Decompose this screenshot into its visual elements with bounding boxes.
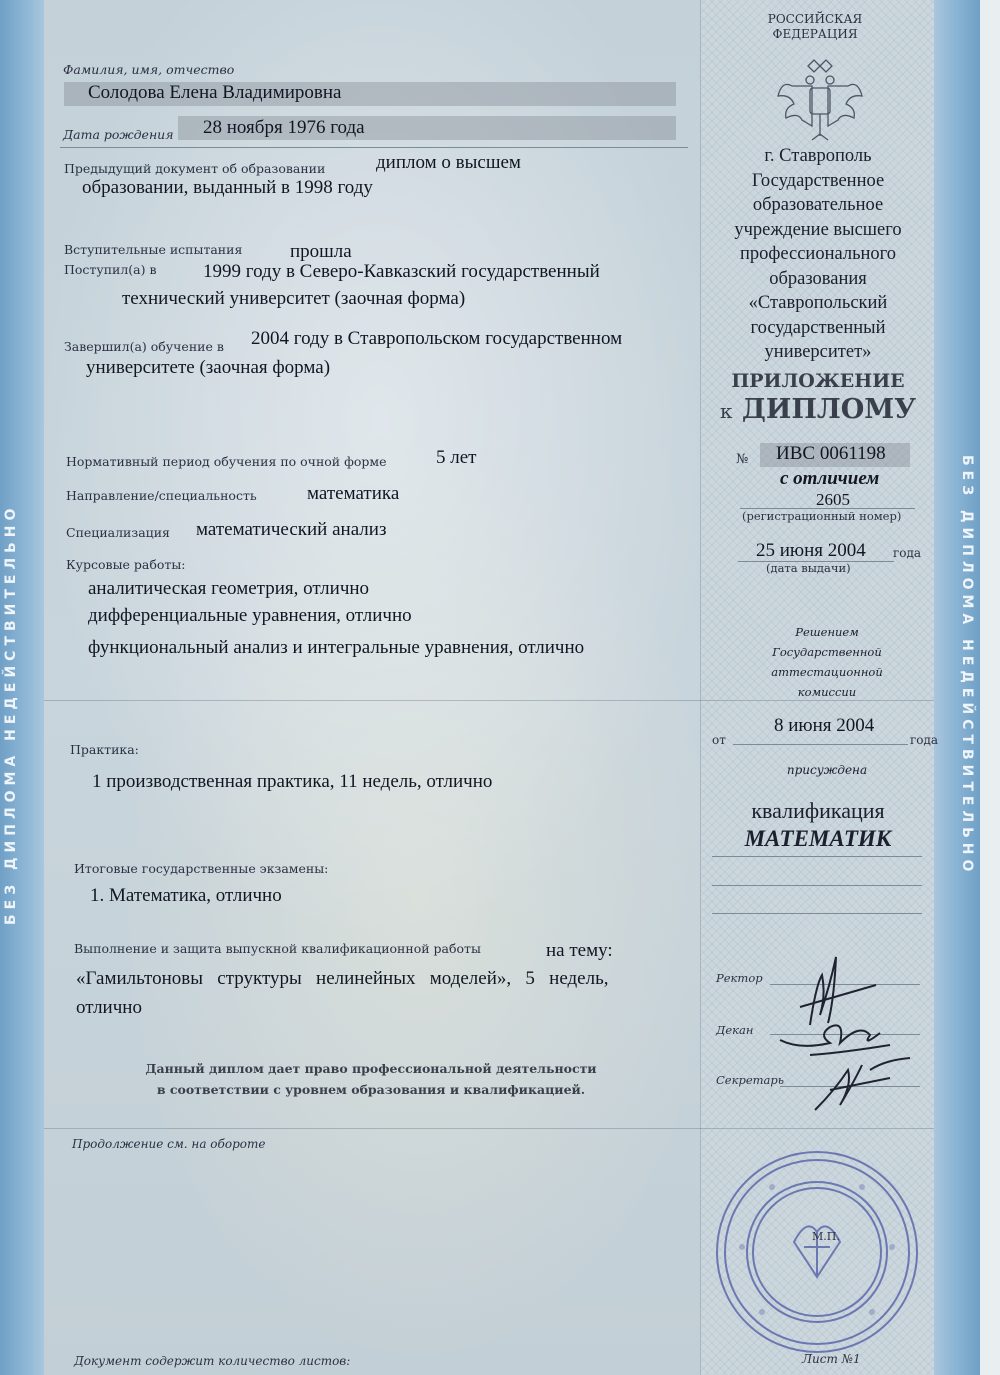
- left-band-text: БЕЗ ДИПЛОМА НЕДЕЙСТВИТЕЛЬНО: [3, 503, 19, 925]
- prev-doc-label: Предыдущий документ об образовании: [64, 161, 326, 176]
- commission-date: 8 июня 2004: [774, 715, 875, 736]
- blank-line: [712, 885, 922, 886]
- exams-label: Итоговые государственные экзамены:: [74, 861, 329, 876]
- direction-label: Направление/специальность: [66, 488, 257, 503]
- name-label: Фамилия, имя, отчество: [63, 62, 235, 77]
- secretary-signature: [800, 1050, 920, 1120]
- commission-line: Государственной: [772, 645, 882, 659]
- institution-line: г. Ставрополь: [764, 146, 872, 166]
- commission-date-line: [733, 744, 908, 745]
- issue-date-caption: (дата выдачи): [766, 561, 851, 575]
- appendix-title-word: ДИПЛОМУ: [741, 394, 917, 425]
- admitted-line1: 1999 году в Северо-Кавказский государственный: [203, 261, 600, 282]
- thesis-line2: отлично: [76, 997, 142, 1018]
- sheets-count-label: Документ содержит количество листов:: [74, 1354, 351, 1368]
- commission-line: Решением: [795, 625, 859, 639]
- seal-mark: М.П.: [812, 1230, 840, 1243]
- fold-line: [44, 1128, 934, 1129]
- institution-line: государственный: [750, 317, 886, 338]
- commission-year-suffix: года: [910, 733, 939, 747]
- entrance-label: Вступительные испытания: [64, 242, 243, 257]
- continued-note: Продолжение см. на обороте: [72, 1137, 266, 1151]
- from-label: от: [712, 733, 726, 747]
- coursework-item: функциональный анализ и интегральные уравнения, отлично: [88, 637, 585, 658]
- qualification-label: квалификация: [751, 798, 885, 823]
- full-name: Солодова Елена Владимировна: [88, 82, 342, 103]
- rights-line: Данный диплом дает право профессиональной деятельности: [145, 1061, 597, 1076]
- coursework-label: Курсовые работы:: [66, 557, 186, 572]
- commission-block: [752, 622, 902, 702]
- period-value: 5 лет: [436, 447, 477, 468]
- honors-text: с отличием: [780, 468, 880, 489]
- dob-label: Дата рождения: [63, 127, 174, 142]
- dean-label: Декан: [716, 1023, 754, 1037]
- thesis-label: Выполнение и защита выпускной квалификационной работы: [74, 941, 481, 956]
- rights-statement: [66, 1058, 676, 1100]
- specialization-label: Специализация: [66, 525, 170, 540]
- coursework-item: аналитическая геометрия, отлично: [88, 578, 370, 599]
- institution-line: Государственное: [751, 170, 885, 191]
- practice-label: Практика:: [70, 742, 139, 757]
- official-seal: [712, 1147, 922, 1357]
- appendix-subtitle: [702, 394, 934, 425]
- diploma-number: ИВС 0061198: [776, 443, 886, 464]
- period-label: Нормативный период обучения по очной форме: [66, 454, 387, 469]
- commission-line: комиссии: [797, 685, 857, 699]
- appendix-prefix: к: [719, 399, 733, 423]
- thesis-topic-prefix: на тему:: [546, 940, 613, 961]
- exams-item: 1. Математика, отлично: [90, 885, 282, 906]
- direction-value: математика: [307, 483, 400, 504]
- paper-edge: [980, 0, 1000, 1375]
- prev-doc-line1: диплом о высшем: [376, 152, 521, 173]
- coursework-item: дифференциальные уравнения, отлично: [88, 605, 412, 626]
- registration-number: 2605: [816, 490, 850, 509]
- completed-label: Завершил(а) обучение в: [64, 339, 224, 354]
- completed-line2: университете (заочная форма): [86, 357, 331, 378]
- admitted-line2: технический университет (заочная форма): [122, 288, 466, 309]
- right-band-text: БЕЗ ДИПЛОМА НЕДЕЙСТВИТЕЛЬНО: [959, 455, 975, 877]
- date-of-birth: 28 ноября 1976 года: [203, 117, 365, 138]
- thesis-line1: «Гамильтоновы структуры нелинейных моделей», 5 недель,: [76, 968, 609, 989]
- secretary-label: Секретарь: [716, 1073, 785, 1087]
- institution-block: [702, 144, 934, 365]
- institution-line: учреждение высшего: [734, 219, 902, 240]
- institution-line: образовательное: [752, 195, 884, 215]
- sheet-number: Лист №1: [802, 1352, 861, 1366]
- rights-line: в соответствии с уровнем образования и квалификацией.: [156, 1082, 586, 1097]
- specialization-value: математический анализ: [196, 519, 387, 540]
- commission-line: аттестационной: [771, 665, 883, 679]
- country-header: РОССИЙСКАЯ ФЕДЕРАЦИЯ: [767, 12, 863, 41]
- registration-caption: (регистрационный номер): [742, 509, 902, 523]
- blank-line: [712, 913, 922, 914]
- appendix-title: ПРИЛОЖЕНИЕ: [731, 370, 905, 392]
- prev-doc-line2: образовании, выданный в 1998 году: [82, 177, 373, 198]
- issue-date-suffix: года: [893, 546, 922, 560]
- issue-date: 25 июня 2004: [756, 540, 866, 561]
- institution-line: университет»: [764, 342, 872, 362]
- dob-line: [60, 147, 688, 148]
- coat-of-arms-icon: [772, 56, 868, 146]
- qualification-value: МАТЕМАТИК: [744, 826, 892, 851]
- admitted-label: Поступил(а) в: [64, 262, 157, 277]
- institution-line: «Ставропольский: [748, 293, 888, 313]
- rector-label: Ректор: [716, 971, 763, 985]
- entrance-value: прошла: [290, 241, 352, 262]
- qualification-line: [712, 856, 922, 857]
- practice-item: 1 производственная практика, 11 недель, отлично: [92, 771, 493, 792]
- institution-line: образования: [769, 268, 867, 289]
- awarded-text: присуждена: [786, 763, 868, 777]
- institution-line: профессионального: [739, 244, 897, 264]
- completed-line1: 2004 году в Ставропольском государственном: [251, 328, 623, 349]
- number-sign: №: [736, 452, 749, 467]
